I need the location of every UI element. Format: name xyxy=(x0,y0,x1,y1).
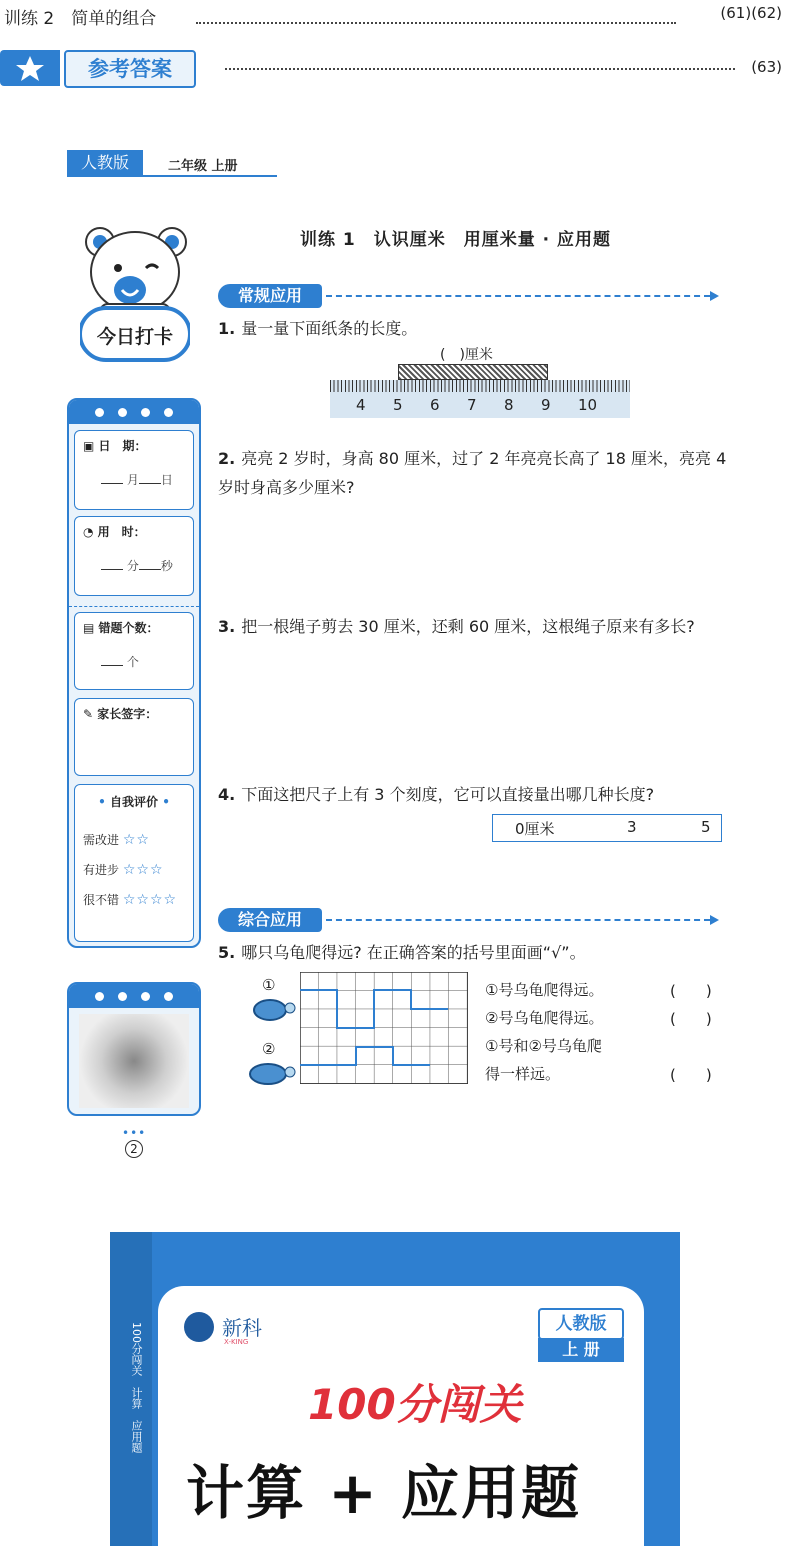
eval-row[interactable]: 有进步 ☆☆☆ xyxy=(83,862,164,878)
star-outline-icon: ☆☆☆☆ xyxy=(122,892,178,908)
brand-sub: X-KING xyxy=(224,1338,249,1346)
turtle-2-label: ② xyxy=(262,1040,276,1058)
section-comprehensive: 综合应用 xyxy=(218,908,322,932)
grade-label: 二年级 上册 xyxy=(168,159,238,174)
qr-code-image xyxy=(79,1014,189,1108)
star-icon xyxy=(0,50,60,86)
toc-leader xyxy=(196,2,676,24)
star-badge xyxy=(0,50,60,86)
star-outline-icon: ☆☆☆ xyxy=(122,862,164,878)
brand-name: 新科 xyxy=(222,1316,262,1340)
turtle-icon xyxy=(244,1058,298,1086)
ruler-tick-label: 8 xyxy=(504,396,514,414)
answers-label[interactable]: 参考答案 xyxy=(64,50,196,88)
self-eval-label: 自我评价 xyxy=(109,795,158,809)
cover-edition: 人教版 xyxy=(538,1308,624,1340)
turtle-1-label: ① xyxy=(262,976,276,994)
month-label: 月 xyxy=(126,473,139,487)
eval-row[interactable]: 需改进 ☆☆ xyxy=(83,832,150,848)
ruler-label: 5 xyxy=(701,818,711,836)
lesson-title: 训练 1 认识厘米 用厘米量 · 应用题 xyxy=(300,230,612,250)
edition-badge: 人教版 xyxy=(67,150,143,176)
parent-label: 家长签字： xyxy=(97,707,158,721)
option-2: ②号乌龟爬得远。 xyxy=(485,1009,604,1027)
ruler-tick-label: 9 xyxy=(541,396,551,414)
toc-row-lesson2[interactable] xyxy=(0,2,790,30)
time-label: 用 时： xyxy=(97,525,146,539)
ruler-tick-label: 7 xyxy=(467,396,477,414)
time-cell[interactable] xyxy=(74,516,194,596)
errors-unit: 个 xyxy=(126,655,139,669)
ruler-label: 0厘米 xyxy=(515,820,555,838)
cover-volume: 上 册 xyxy=(538,1338,624,1362)
errors-cell[interactable] xyxy=(74,612,194,690)
section-line xyxy=(326,919,710,921)
ruler-tick-label: 6 xyxy=(430,396,440,414)
option-3: ①号和②号乌龟爬 xyxy=(485,1037,602,1055)
toc-pages: (61)(62) xyxy=(720,4,782,22)
turtle-path-grid xyxy=(300,972,468,1084)
arrow-right-icon xyxy=(710,915,719,925)
turtle-icon xyxy=(248,994,298,1022)
strip-length-blank[interactable]: ( )厘米 xyxy=(440,347,493,363)
series-logo: 100分闯关 xyxy=(308,1380,522,1429)
question-3: 3. 把一根绳子剪去 30 厘米，还剩 60 厘米，这根绳子原来有多长? xyxy=(218,617,695,636)
book-cover xyxy=(110,1232,680,1546)
day-label: 日 xyxy=(160,473,173,487)
checkin-card xyxy=(67,398,201,948)
card-header xyxy=(69,984,199,1008)
question-4: 4. 下面这把尺子上有 3 个刻度，它可以直接量出哪几种长度? xyxy=(218,785,655,804)
errors-label: 错题个数： xyxy=(98,621,159,635)
clock-icon: ◔ 用 时： xyxy=(83,525,146,539)
arrow-right-icon xyxy=(710,291,719,301)
cover-panel xyxy=(158,1286,644,1556)
calendar-icon: ▣ 日 期： xyxy=(83,439,147,453)
page-number: 2 xyxy=(125,1140,143,1158)
divider xyxy=(69,606,199,607)
ruler-label: 3 xyxy=(627,818,637,836)
checkin-label: 今日打卡 xyxy=(96,326,173,348)
paw-icon: ••• 2 xyxy=(122,1126,147,1156)
question-2: 2. 亮亮 2 岁时，身高 80 厘米，过了 2 年亮亮长高了 18 厘米，亮亮 4 岁时身高多少厘米? xyxy=(218,449,727,497)
qr-card xyxy=(67,982,201,1116)
ruler-ticks xyxy=(330,394,630,416)
pen-icon: ✎ 家长签字： xyxy=(83,707,158,721)
ruler-tick-label: 4 xyxy=(356,396,366,414)
three-mark-ruler xyxy=(492,814,722,842)
book-spine xyxy=(110,1232,152,1546)
self-eval-cell: • 自我评价 • 需改进 ☆☆ 有进步 ☆☆☆ 很不错 ☆☆☆☆ xyxy=(74,784,194,942)
divider xyxy=(67,175,277,177)
option-3-cont: 得一样远。 xyxy=(485,1065,561,1083)
date-cell[interactable] xyxy=(74,430,194,510)
option-1: ①号乌龟爬得远。 xyxy=(485,981,604,999)
answer-paren-3[interactable]: ( ) xyxy=(670,1066,712,1084)
answer-paren-2[interactable]: ( ) xyxy=(670,1010,712,1028)
ruler-tick-label: 10 xyxy=(578,396,598,414)
cover-title: 计算 + 应用题 xyxy=(186,1459,581,1527)
section-regular: 常规应用 xyxy=(218,284,322,308)
eval-row[interactable]: 很不错 ☆☆☆☆ xyxy=(83,892,178,908)
question-1: 1. 量一量下面纸条的长度。 xyxy=(218,319,418,338)
date-label: 日 期： xyxy=(98,439,147,453)
paper-strip xyxy=(398,364,548,380)
parent-signature-cell[interactable] xyxy=(74,698,194,776)
star-outline-icon: ☆☆ xyxy=(122,832,150,848)
question-5: 5. 哪只乌龟爬得远? 在正确答案的括号里面画“√”。 xyxy=(218,943,586,962)
ruler xyxy=(330,380,630,418)
logo-icon xyxy=(184,1312,214,1342)
toc-leader xyxy=(225,52,735,70)
book-icon: ▤ 错题个数： xyxy=(83,621,159,635)
toc-title: 训练 2 简单的组合 xyxy=(4,9,157,29)
spine-text: 100分闯关 计算 应用题 xyxy=(130,1322,143,1453)
minute-label: 分 xyxy=(126,559,139,573)
card-header xyxy=(69,400,199,424)
section-line xyxy=(326,295,710,297)
toc-pages: (63) xyxy=(751,58,782,76)
ruler-tick-label: 5 xyxy=(393,396,403,414)
second-label: 秒 xyxy=(160,559,173,573)
answer-paren-1[interactable]: ( ) xyxy=(670,982,712,1000)
